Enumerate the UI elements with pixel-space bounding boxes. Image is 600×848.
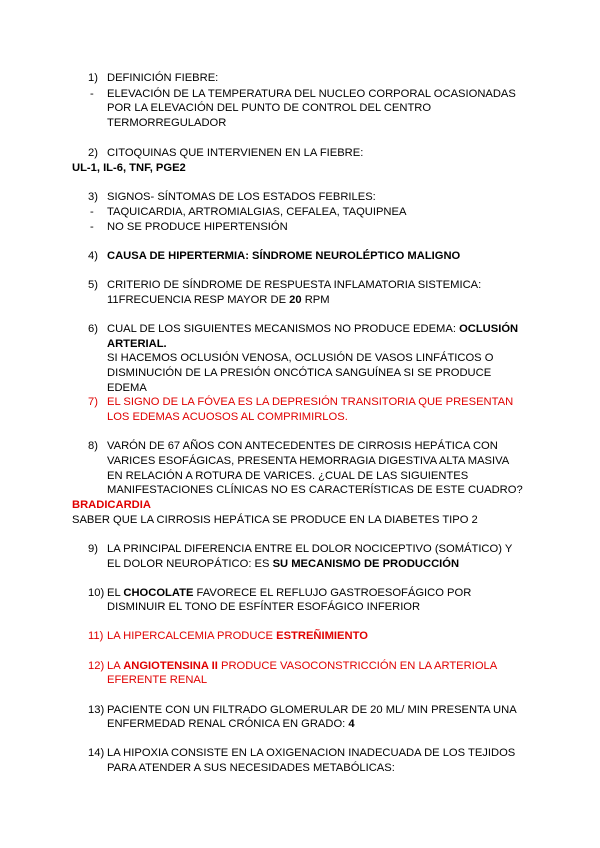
q1-answer-line: ELEVACIÓN DE LA TEMPERATURA DEL NUCLEO CORPORAL OCASIONADAS bbox=[107, 88, 516, 100]
q2-title: CITOQUINAS QUE INTERVIENEN EN LA FIEBRE: bbox=[107, 147, 364, 159]
q8-line: VARÓN DE 67 AÑOS CON ANTECEDENTES DE CIRROSIS HEPÁTICA CON bbox=[107, 440, 498, 452]
q3-bullet-dash: - bbox=[90, 221, 94, 233]
q13-line1: PACIENTE CON UN FILTRADO GLOMERULAR DE 20 ML/ MIN PRESENTA UNA bbox=[107, 704, 517, 716]
q8-answer: BRADICARDIA bbox=[72, 499, 151, 511]
q14-line: LA HIPOXIA CONSISTE EN LA OXIGENACION INADECUADA DE LOS TEJIDOS bbox=[107, 747, 516, 759]
q9-line2: EL DOLOR NEUROPÁTICO: ES SU MECANISMO DE PRODUCCIÓN bbox=[107, 558, 460, 570]
q10-number: 10) bbox=[88, 587, 105, 599]
q8-note: SABER QUE LA CIRROSIS HEPÁTICA SE PRODUCE EN LA DIABETES TIPO 2 bbox=[72, 514, 478, 526]
q6-note-line: EDEMA bbox=[107, 382, 147, 394]
q8-number: 8) bbox=[88, 440, 98, 452]
q13-line2: ENFERMEDAD RENAL CRÓNICA EN GRADO: 4 bbox=[107, 718, 355, 730]
q14-line: PARA ATENDER A SUS NECESIDADES METABÓLICAS: bbox=[107, 762, 395, 774]
q3-number: 3) bbox=[88, 191, 98, 203]
q11-text: LA HIPERCALCEMIA PRODUCE ESTREÑIMIENTO bbox=[107, 630, 368, 642]
q11-number: 11) bbox=[88, 630, 104, 642]
q5-number: 5) bbox=[88, 279, 98, 291]
q3-bullet-dash: - bbox=[90, 206, 94, 218]
q2-answer: UL-1, IL-6, TNF, PGE2 bbox=[72, 162, 186, 174]
q12-line2: EFERENTE RENAL bbox=[107, 674, 208, 686]
q1-number: 1) bbox=[88, 72, 98, 84]
q8-line: MANIFESTACIONES CLÍNICAS NO ES CARACTERÍSTICAS DE ESTE CUADRO? bbox=[107, 484, 523, 496]
q9-number: 9) bbox=[88, 543, 98, 555]
q7-line: LOS EDEMAS ACUOSOS AL COMPRIMIRLOS. bbox=[107, 411, 348, 423]
q2-number: 2) bbox=[88, 147, 98, 159]
q3-title: SIGNOS- SÍNTOMAS DE LOS ESTADOS FEBRILES: bbox=[107, 191, 376, 203]
q8-line: EN RELACIÓN A ROTURA DE VARICES. ¿CUAL DE LAS SIGUIENTES bbox=[107, 470, 469, 482]
q8-line: VARICES ESOFÁGICAS, PRESENTA HEMORRAGIA DIGESTIVA ALTA MASIVA bbox=[107, 455, 510, 467]
q5-line1: CRITERIO DE SÍNDROME DE RESPUESTA INFLAMATORIA SISTEMICA: bbox=[107, 279, 482, 291]
q1-answer-line: POR LA ELEVACIÓN DEL PUNTO DE CONTROL DEL CENTRO bbox=[107, 102, 432, 114]
q12-number: 12) bbox=[88, 660, 105, 672]
q1-bullet: - bbox=[90, 88, 94, 100]
q10-line1: EL CHOCOLATE FAVORECE EL REFLUJO GASTROESOFÁGICO POR bbox=[107, 587, 472, 599]
q4-number: 4) bbox=[88, 250, 98, 262]
q1-answer-line: TERMORREGULADOR bbox=[107, 117, 227, 129]
q3-bullet: NO SE PRODUCE HIPERTENSIÓN bbox=[107, 221, 288, 233]
q12-line1: LA ANGIOTENSINA II PRODUCE VASOCONSTRICCIÓN EN LA ARTERIOLA bbox=[107, 660, 498, 672]
q6-note-line: DISMINUCIÓN DE LA PRESIÓN ONCÓTICA SANGUÍNEA SI SE PRODUCE bbox=[107, 367, 492, 379]
q14-number: 14) bbox=[88, 747, 105, 759]
q10-line2: DISMINUIR EL TONO DE ESFÍNTER ESOFÁGICO INFERIOR bbox=[107, 601, 421, 613]
q7-line: EL SIGNO DE LA FÓVEA ES LA DEPRESIÓN TRANSITORIA QUE PRESENTAN bbox=[107, 396, 514, 408]
q6-question: CUAL DE LOS SIGUIENTES MECANISMOS NO PRODUCE EDEMA: OCLUSIÓN bbox=[107, 323, 519, 335]
q3-bullet: TAQUICARDIA, ARTROMIALGIAS, CEFALEA, TAQUIPNEA bbox=[107, 206, 407, 218]
q4-text: CAUSA DE HIPERTERMIA: SÍNDROME NEUROLÉPTICO MALIGNO bbox=[107, 250, 461, 262]
q13-number: 13) bbox=[88, 704, 105, 716]
q9-line1: LA PRINCIPAL DIFERENCIA ENTRE EL DOLOR NOCICEPTIVO (SOMÁTICO) Y bbox=[107, 543, 513, 555]
q6-answer: ARTERIAL. bbox=[107, 338, 167, 350]
q6-note-line: SI HACEMOS OCLUSIÓN VENOSA, OCLUSIÓN DE VASOS LINFÁTICOS O bbox=[107, 352, 494, 364]
q1-title: DEFINICIÓN FIEBRE: bbox=[107, 72, 219, 84]
q6-number: 6) bbox=[88, 323, 98, 335]
q5-line2: 11FRECUENCIA RESP MAYOR DE 20 RPM bbox=[107, 294, 330, 306]
q7-number: 7) bbox=[88, 396, 98, 408]
